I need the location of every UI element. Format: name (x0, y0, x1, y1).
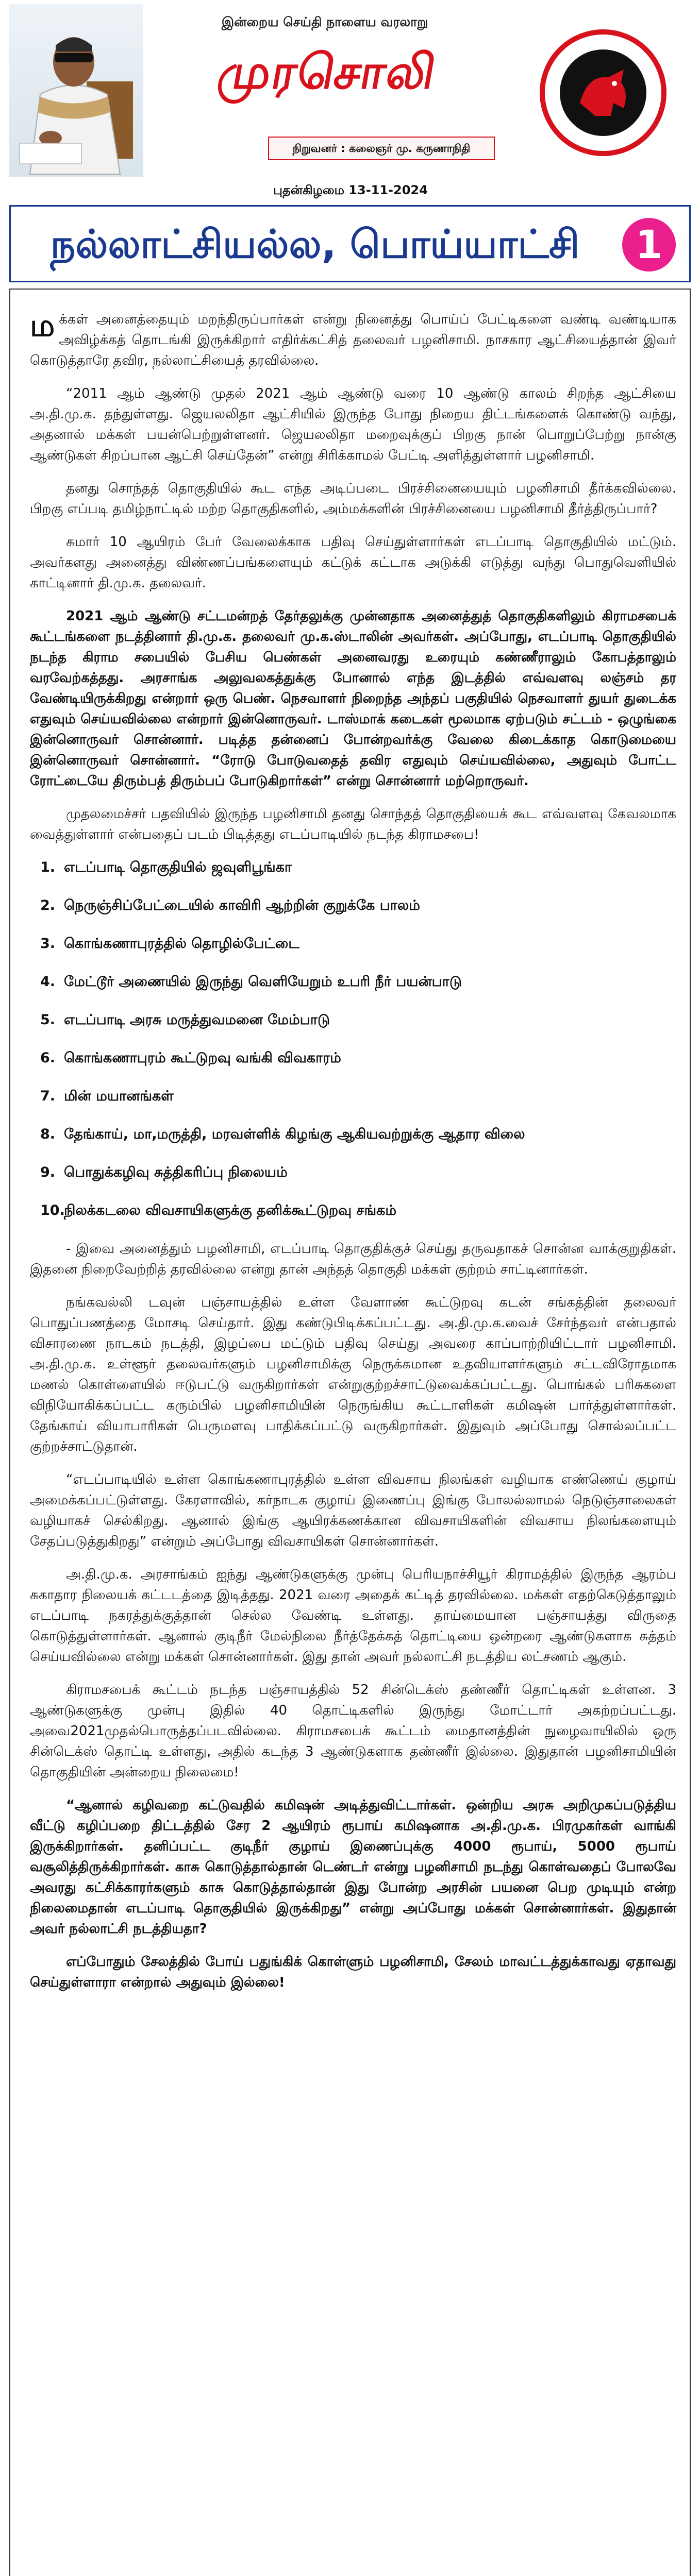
list-item: 7. மின் மயானங்கள் (40, 1088, 174, 1104)
lead-paragraph (30, 309, 676, 371)
headline-box (9, 205, 691, 282)
list-item: 10.நிலக்கடலை விவசாயிகளுக்கு தனிக்கூட்டுறவு சங்கம் (40, 1202, 397, 1218)
paragraph (30, 309, 676, 371)
paragraph: சுமார் 10 ஆயிரம் பேர் வேலைக்காக பதிவு செய்துள்ளார்கள் எடப்பாடி தொகுதியில் மட்டும். அவர்களது அனைத்து விண்ணப்பங்களையும் கட்டுக் கட்டாக அடுக்கி எடுத்து வந்து பொதுவெளியில் காட்டினார் தி.மு.க. தலைவர். (30, 534, 676, 591)
paragraph: எப்போதும் சேலத்தில் போய் பதுங்கிக் கொள்ளும் பழனிசாமி, சேலம் மாவட்டத்துக்காவது ஏதாவது செய்துள்ளாரா என்றால் அதுவும் இல்லை! (30, 1954, 676, 1990)
paragraph: தனது சொந்தத் தொகுதியில் கூட எந்த அடிப்படை பிரச்சினையையும் பழனிசாமி தீர்க்கவில்லை. பிறகு எப்படி தமிழ்நாட்டில் மற்ற தொகுதிகளில், அம்மக்களின் பிரச்சினையை பழனிசாமி தீர்த்திருப்பார்? (30, 481, 676, 517)
list-item: 8. தேங்காய், மா,மருத்தி, மரவள்ளிக் கிழங்கு ஆகியவற்றுக்கு ஆதார விலை (40, 1126, 525, 1142)
article-body (30, 309, 676, 2005)
paragraph: நங்கவல்லி டவுன் பஞ்சாயத்தில் உள்ள வேளாண் கூட்டுறவு கடன் சங்கத்தின் தலைவர் பொதுப்பணத்தை மோசடி செய்தார். இது கண்டுபிடிக்கப்பட்டது. அ.தி.மு.க.வைச் சேர்ந்தவர் என்பதால் விசாரணை நாடகம் நடத்தி, இழப்பை மட்டும் பதிவு செய்து அவரை காப்பாற்றியிட்டார் பழனிசாமி. அ.தி.மு.க. உள்ளூர் தலைவர்களும் பழனிசாமிக்கு நெருக்கமான உதவியாளர்களும் சட்டவிரோதமாக மணல் கொள்ளையில் ஈடுபட்டு வருகிறார்கள் என்றுகுற்றச்சாட்டுவைக்கப்பட்டது. பொங்கல் பரிசுகளை விநியோகிக்கப்பட்ட கரும்பில் பழனிசாமியின் நெருங்கிய கூட்டாளிகள் கமிஷன் பார்த்துள்ளார்கள். தேங்காய் வியாபாரிகள் பெருமளவு பாதிக்கப்பட்டு வருகிறார்கள். இதுவும் அப்போது சொல்லப்பட்ட குற்றச்சாட்டுதான். (30, 1295, 677, 1454)
paragraph: 2021 ஆம் ஆண்டு சட்டமன்றத் தேர்தலுக்கு முன்னதாக அனைத்துத் தொகுதிகளிலும் கிராமசபைக் கூட்டங்களை நடத்தினார் தி.மு.க. தலைவர் மு.க.ஸ்டாலின் அவர்கள். அப்போது, எடப்பாடி தொகுதியில் நடந்த கிராம சபையில் பேசிய பெண்கள் அனைவரது உரையும் கண்ணீராலும் கோபத்தாலும் வரவேற்கத்தது. அரசாங்க அலுவலகத்துக்கு போனால் எந்த இடத்தில் எவ்வளவு லஞ்சம் தர வேண்டியிருக்கிறது என்றார் ஒரு பெண். நெசவாளர் நிறைந்த அந்தப் பகுதியில் நெசவாளர் துயர் துடைக்க எதுவும் செய்யவில்லை என்றார் இன்னொருவர். டாஸ்மாக் கடைகள் மூலமாக ஏற்படும் சட்டம் - ஒழுங்கை இன்னொருவர் சொன்னார். படித்த தன்னைப் போன்றவர்க்கு வேலை கிடைக்காத கொடுமையை இன்னொருவர் சொன்னார். “ரோடு போடுவதைத் தவிர எதுவும் செய்யவில்லை, அதுவும் போட்ட ரோட்டையே திரும்பத் திரும்பப் போடுகிறார்கள்” என்று சொன்னார் மற்றொருவர். (30, 608, 676, 789)
paragraph: “எடப்பாடியில் உள்ள கொங்கணாபுரத்தில் உள்ள விவசாய நிலங்கள் வழியாக எண்ணெய் குழாய் அமைக்கப்பட்டுள்ளது. கேரளாவில், கர்நாடக குழாய் இணைப்பு இங்கு போலல்லாமல் நெடுஞ்சாலைகள் வழியாகச் செல்கிறது. ஆனால் இங்கு ஆயிரக்கணக்கான விவசாயிகளின் விவசாய நிலங்களையும் சேதப்படுத்துகிறது” என்றும் அப்போது விவசாயிகள் சொன்னார்கள். (30, 1472, 676, 1549)
promises-list (30, 857, 676, 1221)
list-item: 3. கொங்கணாபுரத்தில் தொழில்பேட்டை (40, 936, 299, 952)
newspaper-logo: முரசொலி (213, 44, 441, 99)
list-item: 5. எடப்பாடி அரசு மருத்துவமனை மேம்பாடு (40, 1012, 330, 1028)
paragraph: “ஆனால் கழிவறை கட்டுவதில் கமிஷன் அடித்துவிட்டார்கள். ஒன்றிய அரசு அறிமுகப்படுத்திய வீட்டு கழிப்பறை திட்டத்தில் சேர 2 ஆயிரம் ரூபாய் கமிஷனாக அ.தி.மு.க. பிரமுகர்கள் வாங்கி இருக்கிறார்கள். தனிப்பட்ட குடிநீர் குழாய் இணைப்புக்கு 4000 ரூபாய், 5000 ரூபாய் வசூலித்திருக்கிறார்கள். காசு கொடுத்தால்தான் டெண்டர் என்று பழனிசாமி நடந்து கொள்வதைப் போலவே அவரது கட்சிக்காரர்களும் காசு கொடுத்தால்தான் இது போன்ற அரசின் பயனை பெற முடியும் என்ற நிலைமைதான் எடப்பாடி தொகுதியில் இருக்கிறது” என்று அப்போது மக்கள் சொன்னார்கள். இதுதான் அவர் நல்லாட்சி நடத்தியதா? (30, 1798, 676, 1937)
list-item: 4. மேட்டூர் அணையில் இருந்து வெளியேறும் உபரி நீர் பயன்பாடு (40, 974, 462, 990)
founder-portrait (9, 4, 143, 177)
masthead (0, 0, 700, 204)
list-item: 9. பொதுக்கழிவு சுத்திகரிப்பு நிலையம் (40, 1164, 288, 1180)
emblem-icon (526, 26, 680, 160)
paragraph: “2011 ஆம் ஆண்டு முதல் 2021 ஆம் ஆண்டு வரை 10 ஆண்டு காலம் சிறந்த ஆட்சியை அ.தி.மு.க. தந்துள்ளது. ஜெயலலிதா ஆட்சியில் இருந்த போது நிறைய திட்டங்களைக் கொண்டு வந்து, அதனால் மக்கள் பயன்பெற்றுள்ளனர். ஜெயலலிதா மறைவுக்குப் பிறகு நான் பொறுப்பேற்று நான்கு ஆண்டுகள் சிறப்பான ஆட்சி செய்தேன்” என்று சிரிக்காமல் பேட்டி அளித்துள்ளார் பழனிசாமி. (30, 386, 676, 463)
emblem-logo (526, 26, 680, 160)
headline-title: நல்லாட்சியல்ல, பொய்யாட்சி (50, 221, 580, 267)
paragraph: முதலமைச்சர் பதவியில் இருந்த பழனிசாமி தனது சொந்தத் தொகுதியைக் கூட எவ்வளவு கேவலமாக வைத்துள்ளார் என்பதைப் படம் பிடித்தது எடப்பாடியில் நடந்த கிராமசபை! (30, 806, 676, 842)
paragraph: - இவை அனைத்தும் பழனிசாமி, எடப்பாடி தொகுதிக்குச் செய்து தருவதாகச் சொன்ன வாக்குறுதிகள். இதனை நிறைவேற்றித் தரவில்லை என்று தான் அந்தத் தொகுதி மக்கள் குற்றம் சாட்டினார்கள். (30, 1241, 676, 1277)
portrait-illustration (9, 4, 143, 177)
paragraph: கிராமசபைக் கூட்டம் நடந்த பஞ்சாயத்தில் 52 சின்டெக்ஸ் தண்ணீர் தொட்டிகள் உள்ளன. 3 ஆண்டுகளுக்கு முன்பு இதில் 40 தொட்டிகளில் இருந்து மோட்டார் அகற்றப்பட்டது. அவை2021முதல்பொருத்தப்படவில்லை. கிராமசபைக் கூட்டம் மைதானத்தின் நுழைவாயிலில் ஒரு சின்டெக்ஸ் தொட்டி உள்ளது, அதில் கடந்த 3 ஆண்டுகளாக தண்ணீர் இல்லை. இதுதான் பழனிசாமியின் தொகுதியின் அன்றைய நிலைமை! (30, 1682, 676, 1780)
paragraph: அ.தி.மு.க. அரசாங்கம் ஐந்து ஆண்டுகளுக்கு முன்பு பெரியநாச்சியூர் கிராமத்தில் இருந்த ஆரம்ப சுகாதார நிலையக் கட்டடத்தை இடித்தது. 2021 வரை அதைக் கட்டித் தரவில்லை. மக்கள் எதற்கெடுத்தாலும் எடப்பாடி நகரத்துக்குத்தான் செல்ல வேண்டி உள்ளது. தாய்மையான பஞ்சாயத்து விருதை கொடுத்துள்ளார்கள். ஆனால் குடிநீர் மேல்நிலை நீர்த்தேக்கத் தொட்டியை ஒன்றரை ஆண்டுகளாக சுத்தம் செய்யவில்லை என்று மக்கள் சொன்னார்கள். இது தான் அவர் நல்லாட்சி நடத்திய லட்சணம் ஆகும். (30, 1567, 676, 1665)
drop-cap: ம (30, 308, 55, 344)
tagline: இன்றைய செய்தி நாளைய வரலாறு (221, 14, 428, 29)
part-number-badge: 1 (622, 218, 676, 272)
list-item: 1. எடப்பாடி தொகுதியில் ஜவுளிபூங்கா (40, 859, 292, 875)
paragraph-text: க்கள் அனைத்தையும் மறந்திருப்பார்கள் என்று நினைத்து பொய்ப் பேட்டிகளை வண்டி வண்டியாக அவிழ்க்கத் தொடங்கி இருக்கிறார் எதிர்க்கட்சித் தலைவர் பழனிசாமி. நாசகார ஆட்சியைத்தான் இவர் கொடுத்தாரே தவிர, நல்லாட்சியைத் தரவில்லை. (30, 312, 676, 368)
list-item: 2. நெருஞ்சிப்பேட்டையில் காவிரி ஆற்றின் குறுக்கே பாலம் (40, 897, 421, 913)
list-item: 6. கொங்கணாபுரம் கூட்டுறவு வங்கி விவகாரம் (40, 1050, 341, 1066)
issue-date: புதன்கிழமை 13-11-2024 (273, 183, 428, 197)
founder-credit: நிறுவனர் : கலைஞர் மு. கருணாநிதி (268, 137, 495, 160)
